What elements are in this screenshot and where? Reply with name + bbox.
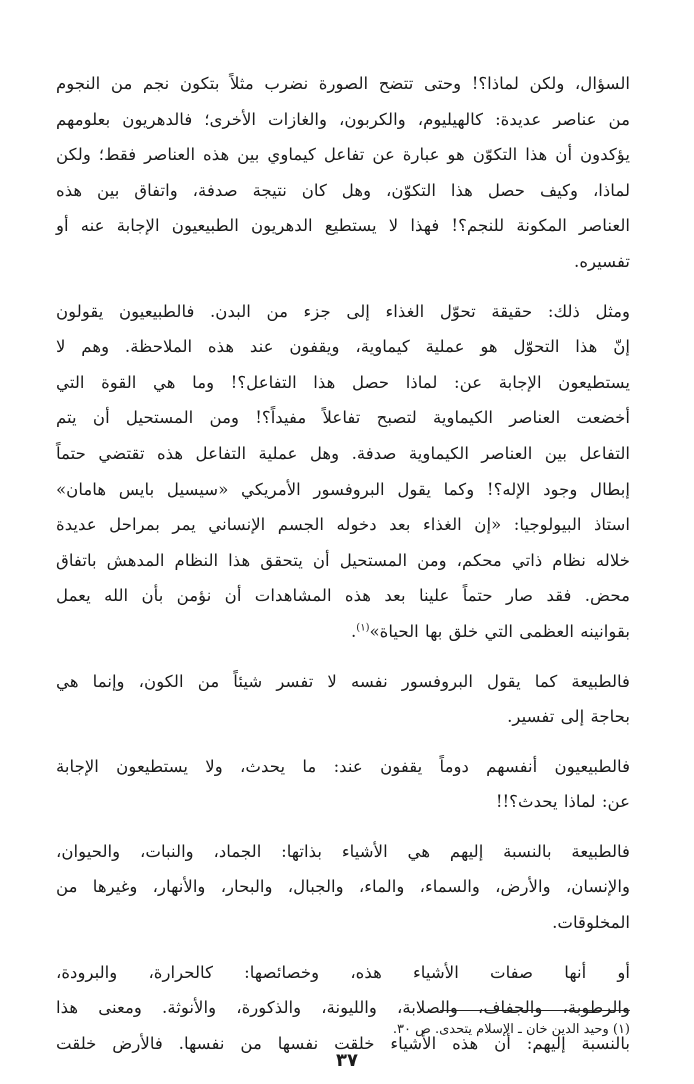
text-line: والرطوبة، والجفاف، والصلابة، والليونة، والذكورة، والأنوثة. ومعنى هذا	[56, 998, 630, 1018]
paragraph-1	[56, 66, 630, 280]
text-line: يؤكدون أن هذا التكوّن هو عبارة عن تفاعل كيماوي بين هذه العناصر فقط؛ ولكن	[56, 145, 630, 165]
page-body	[56, 66, 630, 1075]
text-line: خلاله نظام ذاتي محكم، ومن المستحيل أن يتحقق هذا النظام المدهش باتفاق	[56, 550, 630, 570]
text-line	[56, 614, 630, 650]
text-line: إبطال وجود الإله؟! وكما يقول البروفسور الأمريكي «سيسيل بايس هامان»	[56, 479, 630, 499]
text-line: ومثل ذلك: حقيقة تحوّل الغذاء إلى جزء من البدن. فالطبيعيون يقولون	[56, 301, 630, 321]
text-line: عن: لماذا يحدث؟!!	[495, 792, 630, 812]
text-line: فالطبيعيون أنفسهم دوماً يقفون عند: ما يحدث، ولا يستطيعون الإجابة	[56, 756, 630, 776]
text-line: لماذا، وكيف حصل هذا التكوّن، وهل كان نتيجة صدفة، واتفاق بين هذه	[56, 180, 630, 200]
footnote: (١) وحيد الدين خان ـ الإسلام يتحدى. ص ٣٠.	[392, 1022, 630, 1037]
text-line: بالنسبة إليهم: أن هذه الأشياء خلقت نفسها من نفسها. فالأرض خلقت	[56, 1033, 630, 1053]
paragraph-6	[56, 955, 630, 1062]
text-line: العناصر المكونة للنجم؟! فهذا لا يستطيع الدهريون الطبيعيون الإجابة عنه أو	[56, 216, 630, 236]
footnote-reference[interactable]: (١)	[356, 622, 370, 634]
text-line: السؤال، ولكن لماذا؟! وحتى تتضح الصورة نضرب مثلاً بتكون نجم من النجوم	[56, 74, 630, 93]
text-line: استاذ البيولوجيا: «إن الغذاء بعد دخوله الجسم الإنساني يمر بمراحل عديدة	[56, 515, 630, 535]
paragraph-4	[56, 749, 630, 820]
text-line: من عناصر عديدة: كالهيليوم، والكربون، والغازات الأخرى؛ فالدهريون بعلومهم	[56, 109, 630, 129]
paragraph-3	[56, 664, 630, 735]
sentence-end: .	[351, 621, 357, 641]
page-number: ٣٧	[336, 1050, 358, 1071]
quote-end: بقوانينه العظمى التي خلق بها الحياة»	[369, 621, 630, 641]
text-line: محض. فقد صار حتماً علينا بعد هذه المشاهدات أن نؤمن بأن الله يعمل	[56, 586, 630, 606]
text-line: المخلوقات.	[552, 913, 630, 933]
text-line: بحاجة إلى تفسير.	[507, 707, 630, 727]
text-line: أو أنها صفات الأشياء هذه، وخصائصها: كالحرارة، والبرودة،	[56, 962, 630, 982]
text-line: يستطيعون الإجابة عن: لماذا حصل هذا التفاعل؟! وما هي القوة التي	[56, 372, 630, 392]
paragraph-5	[56, 834, 630, 941]
text-line: تفسيره.	[574, 251, 630, 271]
text-line: أخضعت العناصر الكيماوية لتصبح تفاعلاً مفيداً؟! ومن المستحيل أن يتم	[56, 408, 630, 428]
text-line: والإنسان، والأرض، والسماء، والماء، والجبال، والبحار، والأنهار، وغيرها من	[56, 877, 630, 897]
footnote-divider	[440, 1010, 630, 1011]
text-line: إنّ هذا التحوّل هو عملية كيماوية، ويقفون عند هذه الملاحظة. وهم لا	[56, 337, 630, 357]
text-line: التفاعل بين العناصر الكيماوية صدفة. وهل عملية التفاعل هذه تقتضي حتماً	[56, 443, 630, 463]
text-line: فالطبيعة كما يقول البروفسور نفسه لا تفسر شيئاً من الكون، وإنما هي	[56, 671, 630, 691]
text-line: فالطبيعة بالنسبة إليهم هي الأشياء بذاتها: الجماد، والنبات، والحيوان،	[56, 841, 630, 861]
paragraph-2	[56, 294, 630, 650]
